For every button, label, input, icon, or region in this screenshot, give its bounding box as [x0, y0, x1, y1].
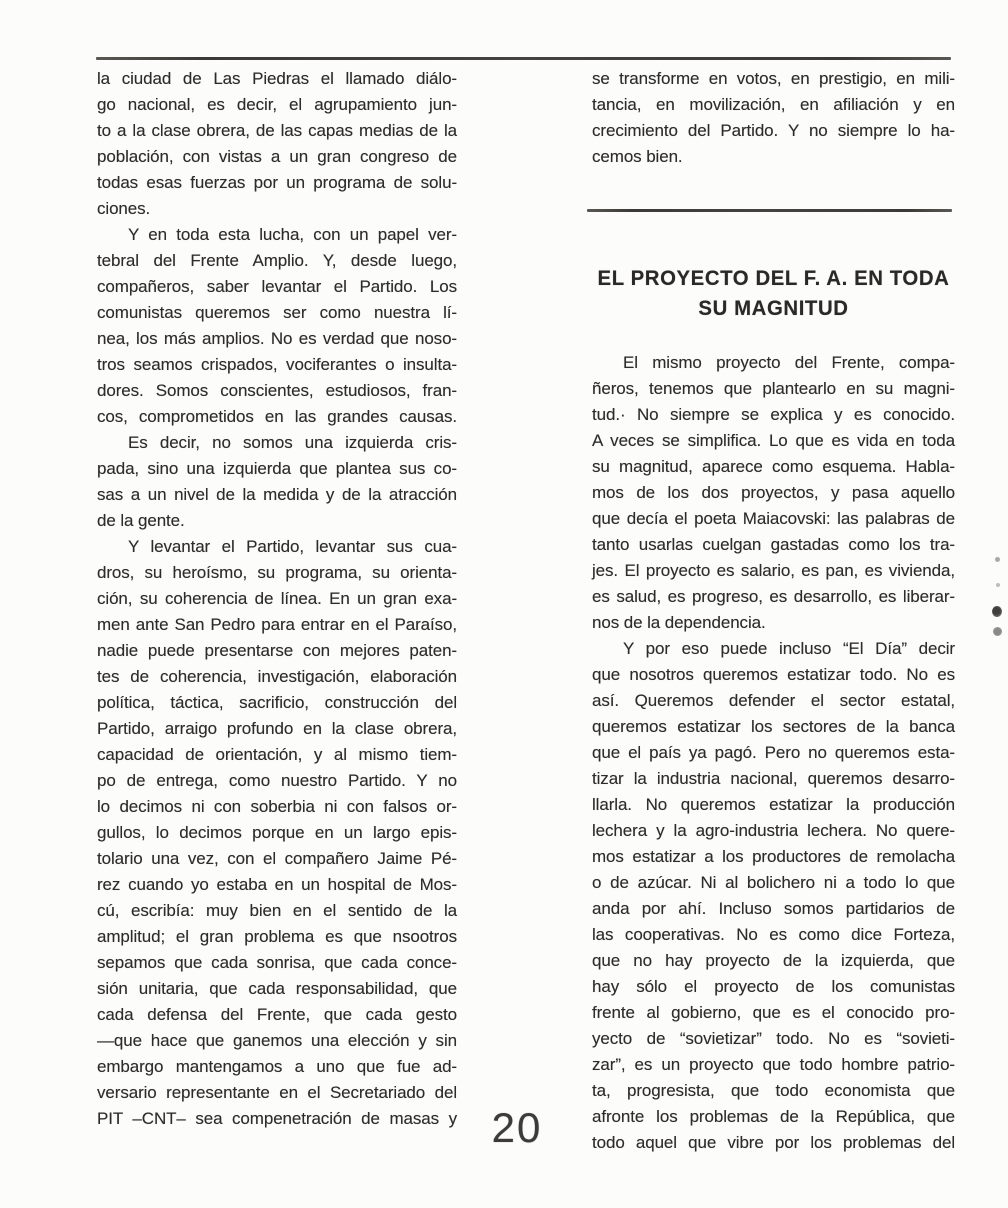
text-line: po de entrega, como nuestro Partido. Y no [97, 771, 457, 790]
text-line: hay sólo el proyecto de los comunistas [592, 977, 955, 996]
section-heading-line1: EL PROYECTO DEL F. A. EN TODA [597, 267, 950, 290]
paragraph [592, 636, 955, 1156]
text-line: cos, comprometidos en las grandes causas. [97, 407, 457, 426]
section-heading [597, 264, 949, 324]
text-line: mos estatizar a los productores de remolacha [592, 847, 955, 866]
text-line: que no hay proyecto de la izquierda, que [592, 951, 955, 970]
text-line: gullos, lo decimos porque en un largo epis- [97, 823, 457, 842]
text-line: todas esas fuerzas por un programa de solu- [97, 173, 457, 192]
text-line: yecto de “sovietizar” todo. No es “sovieti- [592, 1029, 955, 1048]
text-line: cú, escribía: muy bien en el sentido de la [97, 901, 457, 920]
text-line: tud.· No siempre se explica y es conocido. [592, 405, 955, 424]
paragraph [592, 66, 955, 170]
right-column-intro [592, 66, 955, 170]
text-line: queremos estatizar los sectores de la banca [592, 717, 955, 736]
text-line: llarla. No queremos estatizar la producción [592, 795, 955, 814]
paragraph [97, 222, 457, 430]
text-line: población, con vistas a un gran congreso de [97, 147, 457, 166]
paragraph [97, 430, 457, 534]
text-line: anda por ahí. Incluso somos partidarios de [592, 899, 955, 918]
text-line: A veces se simplifica. Lo que es vida en toda [592, 431, 955, 450]
text-line: cada defensa del Frente, que cada gesto [97, 1005, 457, 1024]
text-line: tancia, en movilización, en afiliación y en [592, 95, 955, 114]
text-line: es salud, es progreso, es desarrollo, es liberar- [592, 587, 955, 606]
text-line: —que hace que ganemos una elección y sin [97, 1031, 457, 1050]
paragraph [97, 66, 457, 222]
text-line: se transforme en votos, en prestigio, en mili- [592, 69, 955, 88]
text-line: capacidad de orientación, y al mismo tiem- [97, 745, 457, 764]
text-line: go nacional, es decir, el agrupamiento jun- [97, 95, 457, 114]
text-line: que el país ya pagó. Pero no queremos esta- [592, 743, 955, 762]
top-rule [96, 57, 951, 60]
text-line: PIT –CNT– sea compenetración de masas y [97, 1109, 457, 1128]
text-line: cemos bien. [592, 147, 683, 166]
text-line: Partido, arraigo profundo en la clase obrera, [97, 719, 457, 738]
left-column [97, 66, 457, 1132]
text-line: política, táctica, sacrificio, construcción del [97, 693, 457, 712]
text-line: Y en toda esta lucha, con un papel ver- [128, 225, 457, 244]
ink-speck [995, 557, 1000, 562]
section-heading-line2: SU MAGNITUD [698, 297, 849, 320]
ink-speck [996, 583, 1000, 587]
section-divider-rule [587, 209, 952, 212]
text-line: sión unitaria, que cada responsabilidad, que [97, 979, 457, 998]
text-line: la ciudad de Las Piedras el llamado diálo- [97, 69, 457, 88]
text-line: su magnitud, aparece como esquema. Habla- [592, 457, 955, 476]
text-line: así. Queremos defender el sector estatal, [592, 691, 955, 710]
text-line: tolario una vez, con el compañero Jaime Pé- [97, 849, 457, 868]
text-line: tebral del Frente Amplio. Y, desde luego, [97, 251, 457, 270]
text-line: las cooperativas. No es como dice Forteza, [592, 925, 955, 944]
page-number: 20 [491, 1104, 543, 1151]
text-line: que decía el poeta Maiacovski: las palabras de [592, 509, 955, 528]
text-line: rez cuando yo estaba en un hospital de Mos- [97, 875, 457, 894]
text-line: todo aquel que vibre por los problemas del [592, 1133, 955, 1152]
text-line: zar”, es un proyecto que todo hombre patrio- [592, 1055, 955, 1074]
text-line: to a la clase obrera, de las capas medias de la [97, 121, 457, 140]
text-line: lo decimos ni con soberbia ni con falsos or- [97, 797, 457, 816]
text-line: tros seamos crispados, vociferantes o insulta- [97, 355, 457, 374]
text-line: mos de los dos proyectos, y pasa aquello [592, 483, 955, 502]
text-line: tanto usarlas cuelgan gastadas como los tra- [592, 535, 955, 554]
text-line: Y por eso puede incluso “El Día” decir [623, 639, 955, 658]
text-line: lechera y la agro-industria lechera. No quere- [592, 821, 955, 840]
paragraph [97, 534, 457, 1132]
text-line: ciones. [97, 199, 151, 218]
text-line: versario representante en el Secretariado del [97, 1083, 457, 1102]
text-line: que nosotros queremos estatizar todo. No es [592, 665, 955, 684]
text-line: sas a un nivel de la medida y de la atracción [97, 485, 457, 504]
text-line: o de azúcar. Ni al bolichero ni a todo lo que [592, 873, 955, 892]
text-line: nea, los más amplios. No es verdad que noso- [97, 329, 457, 348]
text-line: tizar la industria nacional, queremos desarro- [592, 769, 955, 788]
text-line: de la gente. [97, 511, 185, 530]
text-line: tes de coherencia, investigación, elaboración [97, 667, 457, 686]
text-line: sepamos que cada sonrisa, que cada conce- [97, 953, 457, 972]
text-line: El mismo proyecto del Frente, compa- [623, 353, 955, 372]
text-line: pada, sino una izquierda que plantea sus co- [97, 459, 457, 478]
text-line: amplitud; el gran problema es que nsootros [97, 927, 457, 946]
text-line: ñeros, tenemos que plantearlo en su magni- [592, 379, 955, 398]
text-line: embargo mantengamos a uno que fue ad- [97, 1057, 457, 1076]
text-line: compañeros, saber levantar el Partido. Los [97, 277, 457, 296]
ink-speck [993, 627, 1002, 636]
right-column-body [592, 350, 955, 1156]
text-line: ta, progresista, que todo economista que [592, 1081, 955, 1100]
paragraph [592, 350, 955, 636]
text-line: nos de la dependencia. [592, 613, 766, 632]
text-line: ción, su coherencia de línea. En un gran exa- [97, 589, 457, 608]
text-line: jes. El proyecto es salario, es pan, es vivienda, [592, 561, 955, 580]
text-line: dros, su heroísmo, su programa, su orienta- [97, 563, 457, 582]
text-line: crecimiento del Partido. Y no siempre lo ha- [592, 121, 955, 140]
ink-speck [992, 606, 1002, 617]
text-line: afronte los problemas de la República, que [592, 1107, 955, 1126]
text-line: Y levantar el Partido, levantar sus cua- [128, 537, 457, 556]
text-line: Es decir, no somos una izquierda cris- [128, 433, 457, 452]
text-line: men ante San Pedro para entrar en el Paraíso, [97, 615, 457, 634]
text-line: comunistas queremos ser como nuestra lí- [97, 303, 457, 322]
text-line: dores. Somos conscientes, estudiosos, fran- [97, 381, 457, 400]
text-line: nadie puede presentarse con mejores paten- [97, 641, 457, 660]
text-line: frente al gobierno, que es el conocido pro- [592, 1003, 955, 1022]
